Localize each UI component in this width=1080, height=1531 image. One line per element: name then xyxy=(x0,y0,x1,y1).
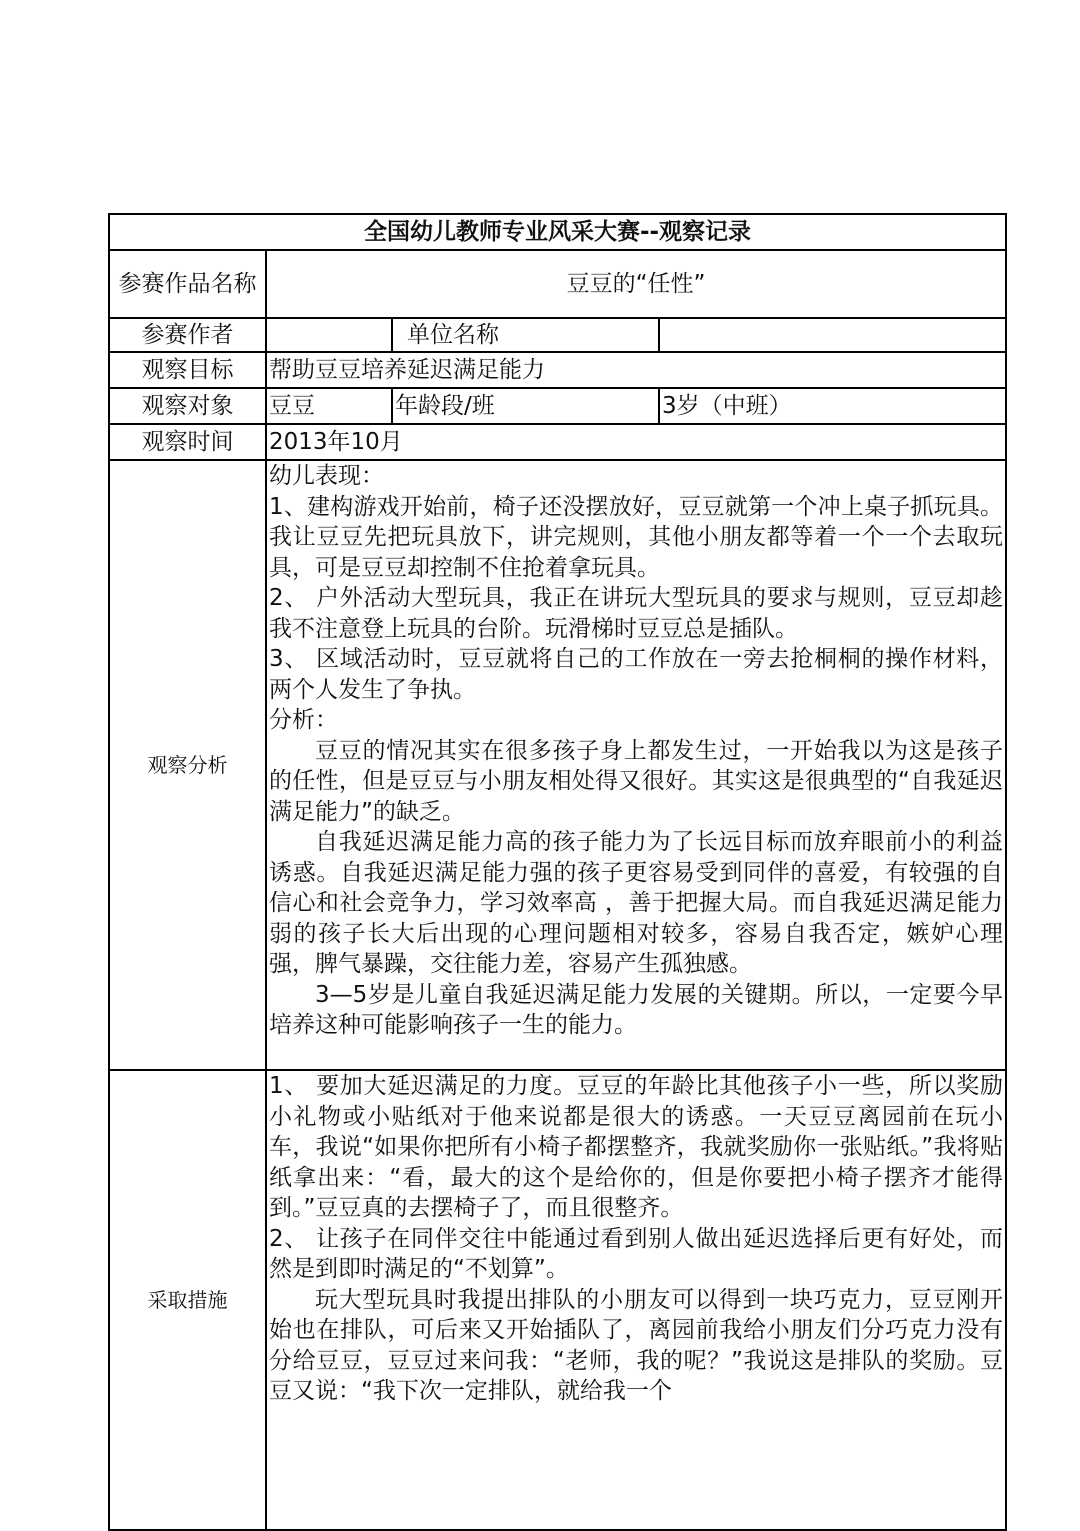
author-value xyxy=(266,318,392,352)
subject-label: 观察对象 xyxy=(109,388,266,424)
observation-record-sheet xyxy=(108,213,1005,1531)
measures-content xyxy=(266,1070,1006,1530)
age-value: 3岁（中班） xyxy=(659,388,1006,424)
goal-label: 观察目标 xyxy=(109,352,266,388)
unit-label: 单位名称 xyxy=(392,318,659,352)
work-name-label: 参赛作品名称 xyxy=(109,250,266,318)
analysis-paragraph: 3—5岁是儿童自我延迟满足能力发展的关键期。所以，一定要今早培养这种可能影响孩子一生的能力。 xyxy=(269,981,1004,1038)
analysis-label: 观察分析 xyxy=(109,460,266,1070)
analysis-heading-analysis: 分析： xyxy=(269,707,338,733)
analysis-paragraph: 2、 户外活动大型玩具，我正在讲玩大型玩具的要求与规则，豆豆却趁我不注意登上玩具的台阶。玩滑梯时豆豆总是插队。 xyxy=(269,585,1004,642)
unit-value xyxy=(659,318,1006,352)
age-label: 年龄段/班 xyxy=(392,388,659,424)
measures-paragraph: 2、 让孩子在同伴交往中能通过看到别人做出延迟选择后更有好处，而然是到即时满足的“不划算”。 xyxy=(269,1225,1004,1282)
subject-value: 豆豆 xyxy=(266,388,392,424)
work-name-value: 豆豆的“任性” xyxy=(266,250,1006,318)
measures-paragraph: 1、 要加大延迟满足的力度。豆豆的年龄比其他孩子小一些，所以奖励小礼物或小贴纸对于他来说都是很大的诱惑。一天豆豆离园前在玩小车，我说“如果你把所有小椅子都摆整齐，我就奖励你一张贴纸。”我将贴纸拿出来：“看，最大的这个是给你的，但是你要把小椅子摆齐才能得到。”豆豆真的去摆椅子了，而且很整齐。 xyxy=(269,1073,1004,1221)
analysis-paragraph: 3、 区域活动时，豆豆就将自己的工作放在一旁去抢桐桐的操作材料，两个人发生了争执。 xyxy=(269,646,1004,703)
analysis-paragraph: 1、建构游戏开始前，椅子还没摆放好，豆豆就第一个冲上桌子抓玩具。我让豆豆先把玩具放下，讲完规则，其他小朋友都等着一个一个去取玩具，可是豆豆却控制不住抢着拿玩具。 xyxy=(269,493,1004,581)
measures-paragraph: 玩大型玩具时我提出排队的小朋友可以得到一块巧克力，豆豆刚开始也在排队，可后来又开始插队了，离园前我给小朋友们分巧克力没有分给豆豆，豆豆过来问我：“老师，我的呢？”我说这是排队的奖励。豆豆又说：“我下次一定排队，就给我一个 xyxy=(269,1286,1004,1404)
analysis-heading-performance: 幼儿表现： xyxy=(269,463,384,489)
time-label: 观察时间 xyxy=(109,424,266,460)
analysis-paragraph: 豆豆的情况其实在很多孩子身上都发生过，一开始我以为这是孩子的任性，但是豆豆与小朋友相处得又很好。其实这是很典型的“自我延迟满足能力”的缺乏。 xyxy=(269,737,1004,825)
table-title: 全国幼儿教师专业风采大赛--观察记录 xyxy=(109,214,1006,250)
analysis-content xyxy=(266,460,1006,1070)
author-label: 参赛作者 xyxy=(109,318,266,352)
observation-table xyxy=(108,213,1007,1531)
measures-label: 采取措施 xyxy=(109,1070,266,1530)
analysis-paragraph: 自我延迟满足能力高的孩子能力为了长远目标而放弃眼前小的利益诱惑。自我延迟满足能力强的孩子更容易受到同伴的喜爱，有较强的自信心和社会竞争力，学习效率高 ，善于把握大局。而自我延迟满足能力弱的孩子长大后出现的心理问题相对较多，容易自我否定，嫉妒心理强，脾气暴躁，交往能力差，容易产生孤独感。 xyxy=(269,829,1004,977)
time-value: 2013年10月 xyxy=(266,424,1006,460)
goal-value: 帮助豆豆培养延迟满足能力 xyxy=(266,352,1006,388)
